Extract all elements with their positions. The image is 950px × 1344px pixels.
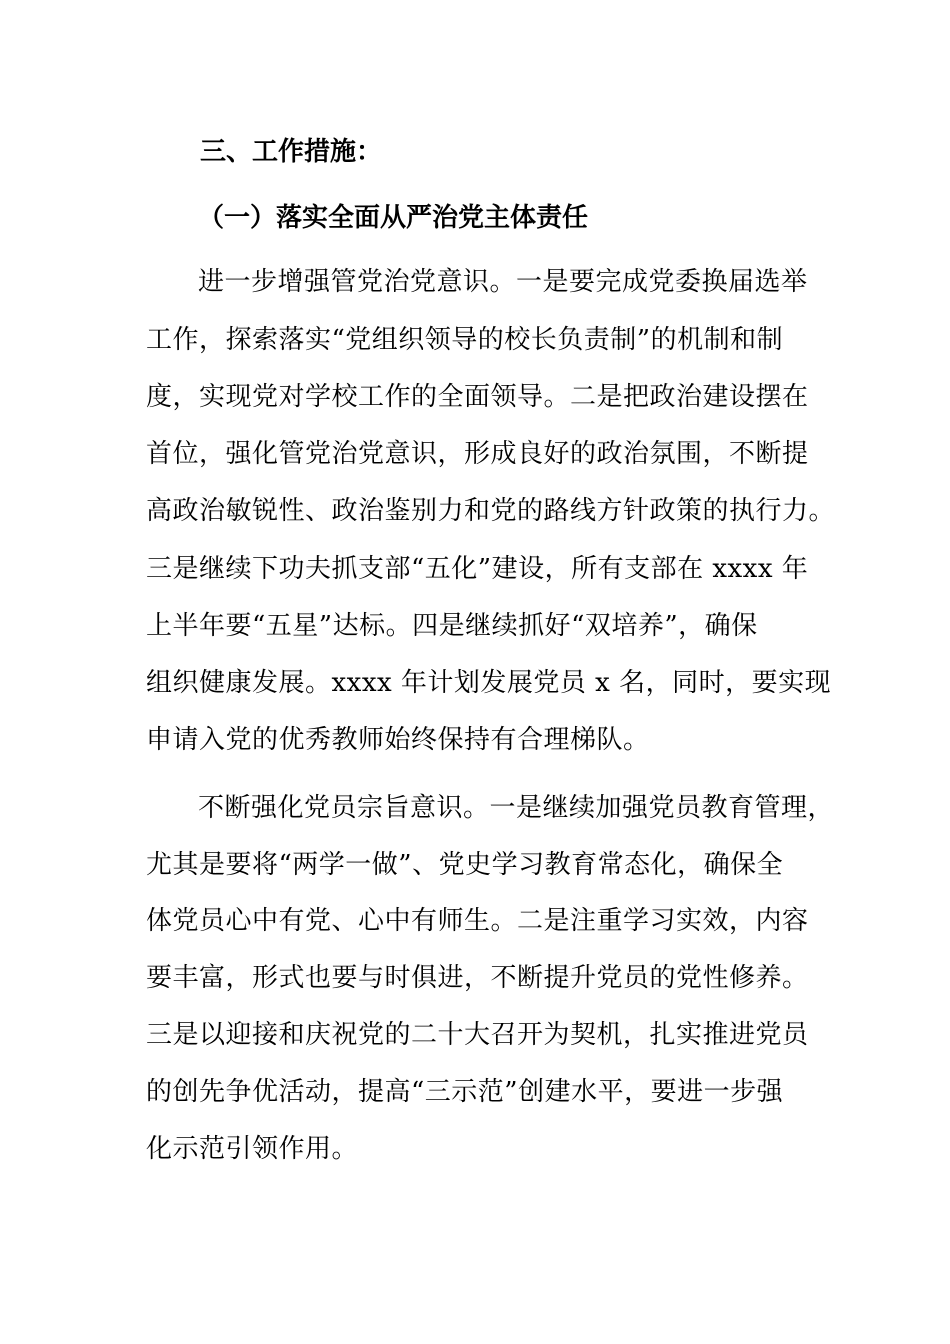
paragraph-1-line-1: 进一步增强管党治党意识。一是要完成党委换届选举 bbox=[198, 267, 808, 297]
paragraph-2-line-7: 化示范引领作用。 bbox=[146, 1134, 359, 1164]
paragraph-2-line-5: 三是以迎接和庆祝党的二十大召开为契机，扎实推进党员 bbox=[146, 1020, 809, 1050]
paragraph-1-line-5: 高政治敏锐性、政治鉴别力和党的路线方针政策的执行力。 bbox=[146, 496, 836, 526]
paragraph-1-line-6: 三是继续下功夫抓支部“五化”建设，所有支部在 xxxx 年 bbox=[146, 554, 809, 584]
subsection-heading: （一）落实全面从严治党主体责任 bbox=[198, 203, 589, 233]
paragraph-1-line-3: 度，实现党对学校工作的全面领导。二是把政治建设摆在 bbox=[146, 382, 809, 412]
paragraph-1-line-9: 申请入党的优秀教师始终保持有合理梯队。 bbox=[146, 725, 650, 755]
paragraph-2-line-6: 的创先争优活动，提高“三示范”创建水平，要进一步强 bbox=[146, 1077, 784, 1107]
paragraph-1-line-2: 工作，探索落实“党组织领导的校长负责制”的机制和制 bbox=[146, 325, 784, 355]
paragraph-2-line-1: 不断强化党员宗旨意识。一是继续加强党员教育管理， bbox=[198, 793, 835, 823]
paragraph-2-line-4: 要丰富，形式也要与时俱进，不断提升党员的党性修养。 bbox=[146, 963, 809, 993]
paragraph-1-line-7: 上半年要“五星”达标。四是继续抓好“双培养”，确保 bbox=[146, 611, 758, 641]
paragraph-2-line-3: 体党员心中有党、心中有师生。二是注重学习实效，内容 bbox=[146, 906, 809, 936]
paragraph-2-line-2: 尤其是要将“两学一做”、党史学习教育常态化，确保全 bbox=[146, 850, 784, 880]
paragraph-1-line-4: 首位，强化管党治党意识，形成良好的政治氛围，不断提 bbox=[146, 439, 809, 469]
section-heading: 三、工作措施： bbox=[200, 137, 383, 167]
paragraph-1-line-8: 组织健康发展。xxxx 年计划发展党员 x 名，同时，要实现 bbox=[146, 668, 832, 698]
